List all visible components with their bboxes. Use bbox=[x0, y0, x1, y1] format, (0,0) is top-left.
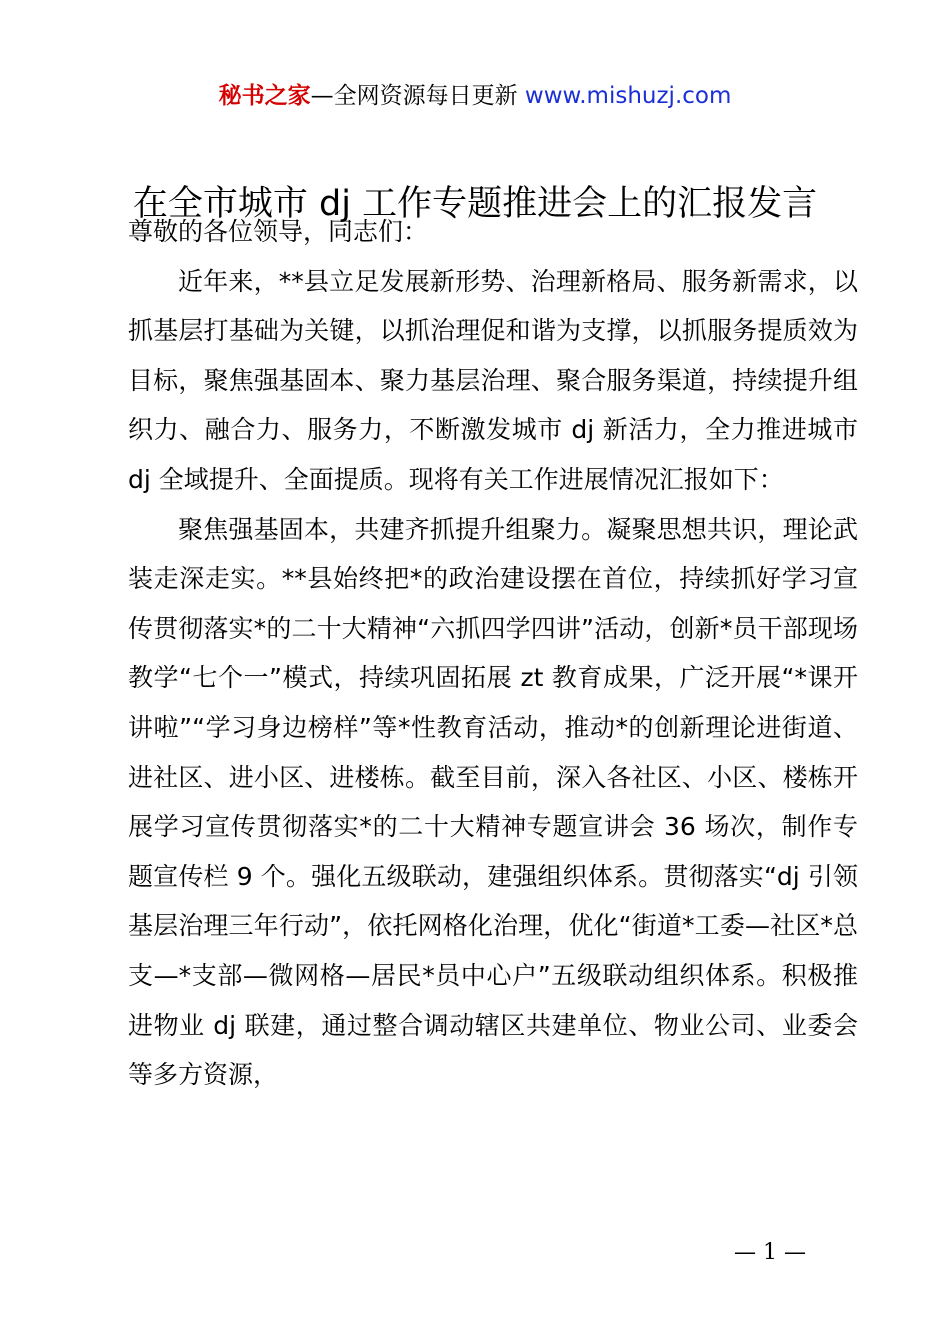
site-brand: 秘书之家 bbox=[218, 83, 311, 109]
document-body bbox=[128, 207, 858, 1100]
site-header bbox=[0, 80, 950, 112]
document-title: 在全市城市 dj 工作专题推进会上的汇报发言 bbox=[132, 184, 818, 224]
site-tagline: —全网资源每日更新 bbox=[310, 83, 518, 109]
paragraph: 近年来，**县立足发展新形势、治理新格局、服务新需求，以抓基层打基础为关键，以抓治理促和谐为支撑，以抓服务提质效为目标，聚焦强基固本、聚力基层治理、聚合服务渠道，持续提升组织力、融合力、服务力，不断激发城市 dj 新活力，全力推进城市 dj 全域提升、全面提质。现将有关工作进展情况汇报如下： bbox=[128, 266, 858, 494]
page-number: — 1 — bbox=[734, 1240, 806, 1265]
salutation: 尊敬的各位领导，同志们： bbox=[128, 217, 429, 246]
site-url-link[interactable]: www.mishuzj.com bbox=[524, 83, 732, 109]
paragraph: 聚焦强基固本，共建齐抓提升组聚力。凝聚思想共识，理论武装走深走实。**县始终把*的政治建设摆在首位，持续抓好学习宣传贯彻落实*的二十大精神“六抓四学四讲”活动，创新*员干部现场教学“七个一”模式，持续巩固拓展 zt 教育成果，广泛开展“*课开讲啦”“学习身边榜样”等*性教育活动，推动*的创新理论进街道、进社区、进小区、进楼栋。截至目前，深入各社区、小区、楼栋开展学习宣传贯彻落实*的二十大精神专题宣讲会 36 场次，制作专题宣传栏 9 个。强化五级联动，建强组织体系。贯彻落实“dj 引领基层治理三年行动”，依托网格化治理，优化“街道*工委—社区*总支—*支部—微网格—居民*员中心户”五级联动组织体系。积极推进物业 dj 联建，通过整合调动辖区共建单位、物业公司、业委会等多方资源， bbox=[128, 514, 858, 1090]
